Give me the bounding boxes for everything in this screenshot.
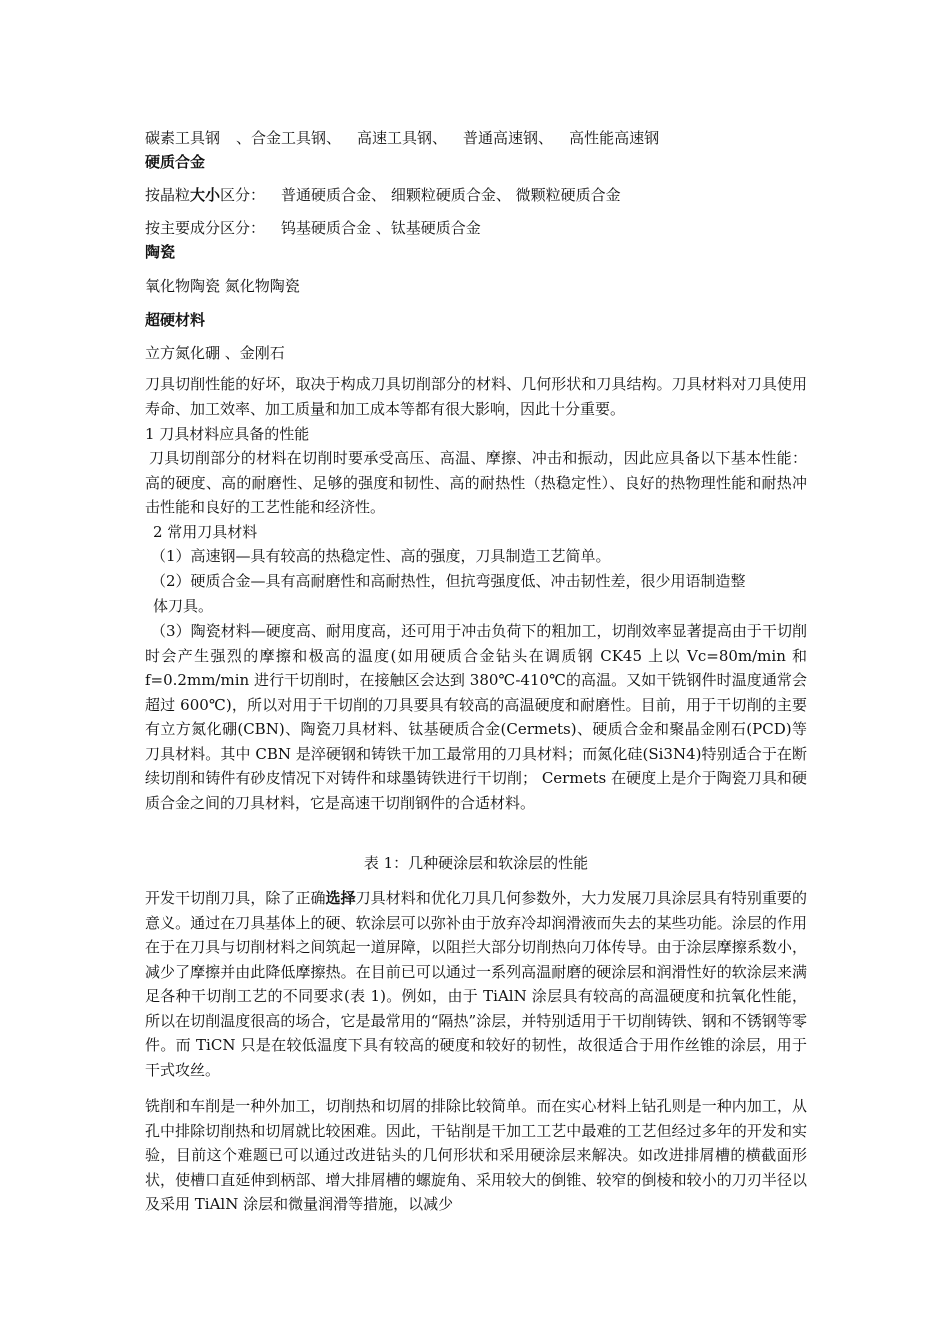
tool-steel-item: 高性能高速钢 xyxy=(569,129,660,147)
section-1-title: 1 刀具材料应具备的性能 xyxy=(145,425,310,443)
drilling-paragraph: 铣削和车削是一种外加工，切削热和切屑的排除比较简单。而在实心材料上钻孔则是一种内加工，从孔中排除切削热和切屑就比较困难。因此，干钻削是干加工工艺中最难的工艺但经过多年的开发和实验，目前这个难题已可以通过改进钻头的几何形状和采用硬涂层来解决。如改进排屑槽的横截面形状，使槽口直延伸到柄部、增大排屑槽的螺旋角、采用较大的倒锥、较窄的倒棱和较小的刀刃半径以及采用 TiAlN 涂层和微量润滑等措施，以减少 xyxy=(145,1097,807,1213)
tool-steel-item: 碳素工具钢 xyxy=(145,129,221,147)
grain-items: 普通硬质合金、 细颗粒硬质合金、 微颗粒硬质合金 xyxy=(281,186,621,204)
tool-steel-item: 普通高速钢、 xyxy=(463,129,554,147)
grain-prefix: 按晶粒 xyxy=(145,186,191,204)
carbide-grain-line xyxy=(145,183,621,207)
superhard-items: 立方氮化硼 、金刚石 xyxy=(145,344,285,362)
table-caption: 表 1：几种硬涂层和软涂层的性能 xyxy=(363,854,589,872)
comp-items: 钨基硬质合金 、钛基硬质合金 xyxy=(281,219,481,237)
section-1-body: 刀具切削部分的材料在切削时要承受高压、高温、摩擦、冲击和振动，因此应具备以下基本性能：高的硬度、高的耐磨性、足够的强度和韧性、高的耐热性（热稳定性）、良好的热物理性能和耐热冲击性能和良好的工艺性能和经济性。 xyxy=(145,449,807,516)
list-item-2-continued: 体刀具。 xyxy=(153,597,214,615)
superhard-heading: 超硬材料 xyxy=(145,311,206,329)
coating-text-end: 刀具材料和优化刀具几何参数外，大力发展刀具涂层具有特别重要的意义。通过在刀具基体上的硬、软涂层可以弥补由于放弃冷却润滑液而失去的某些功能。涂层的作用在于在刀具与切削材料之间筑起一道屏障，以阻拦大部分切削热向刀体传导。由于涂层摩擦系数小，减少了摩擦并由此降低摩擦热。在目前已可以通过一系列高温耐磨的硬涂层和润滑性好的软涂层来满足各种干切削工艺的不同要求(表 1)。例如，由于 TiAlN 涂层具有较高的高温硬度和抗氧化性能，所以在切削温度很高的场合，它是最常用的“隔热”涂层，并特别适用于干切削铸铁、钢和不锈钢等零件。而 TiCN 只是在较低温度下具有较高的硬度和较好的韧性，故很适合于用作丝锥的涂层，用于干式攻丝。 xyxy=(145,889,807,1079)
tool-steel-line xyxy=(145,126,659,150)
list-item-2: （2）硬质合金—具有高耐磨性和高耐热性，但抗弯强度低、冲击韧性差，很少用语制造整 xyxy=(151,572,746,590)
intro-paragraph: 刀具切削性能的好坏，取决于构成刀具切削部分的材料、几何形状和刀具结构。刀具材料对刀具使用寿命、加工效率、加工质量和加工成本等都有很大影响，因此十分重要。 xyxy=(145,375,807,418)
coating-text-start: 开发干切削刀具，除了正确 xyxy=(145,889,326,907)
comp-prefix: 按主要成分区分： xyxy=(145,219,266,237)
coating-text-bold: 选择 xyxy=(325,889,356,907)
grain-bold: 大小 xyxy=(190,186,221,204)
ceramic-heading: 陶瓷 xyxy=(145,243,176,261)
section-2-title: 2 常用刀具材料 xyxy=(153,523,258,541)
carbide-composition-line xyxy=(145,216,481,240)
tool-steel-item: 、合金工具钢、 xyxy=(236,129,342,147)
list-item-3: （3）陶瓷材料—硬度高、耐用度高，还可用于冲击负荷下的粗加工，切削效率显著提高由于干切削时会产生强烈的摩擦和极高的温度(如用硬质合金钻头在调质钢 CK45 上以 Vc=80m/min 和 f=0.2mm/min 进行干切削时，在接触区会达到 380℃-410℃的高温。又如干铣钢件时温度通常会超过 600℃)，所以对用于干切削的刀具要具有较高的高温硬度和耐磨性。目前，用于干切削的主要有立方氮化硼(CBN)、陶瓷刀具材料、钛基硬质合金(Cermets)、硬质合金和聚晶金刚石(PCD)等刀具材料。其中 CBN 是淬硬钢和铸铁干加工最常用的刀具材料；而氮化硅(Si3N4)特别适合于在断续切削和铸件有砂皮情况下对铸件和球墨铸铁进行干切削； Cermets 在硬度上是介于陶瓷刀具和硬质合金之间的刀具材料，它是高速干切削钢件的合适材料。 xyxy=(145,622,807,812)
ceramic-items: 氧化物陶瓷 氮化物陶瓷 xyxy=(145,277,300,295)
grain-suffix: 区分： xyxy=(220,186,266,204)
coating-paragraph xyxy=(145,886,807,1082)
carbide-heading: 硬质合金 xyxy=(145,153,206,171)
list-item-1: （1）高速钢—具有较高的热稳定性、高的强度，刀具制造工艺简单。 xyxy=(151,547,611,565)
tool-steel-item: 高速工具钢、 xyxy=(357,129,448,147)
